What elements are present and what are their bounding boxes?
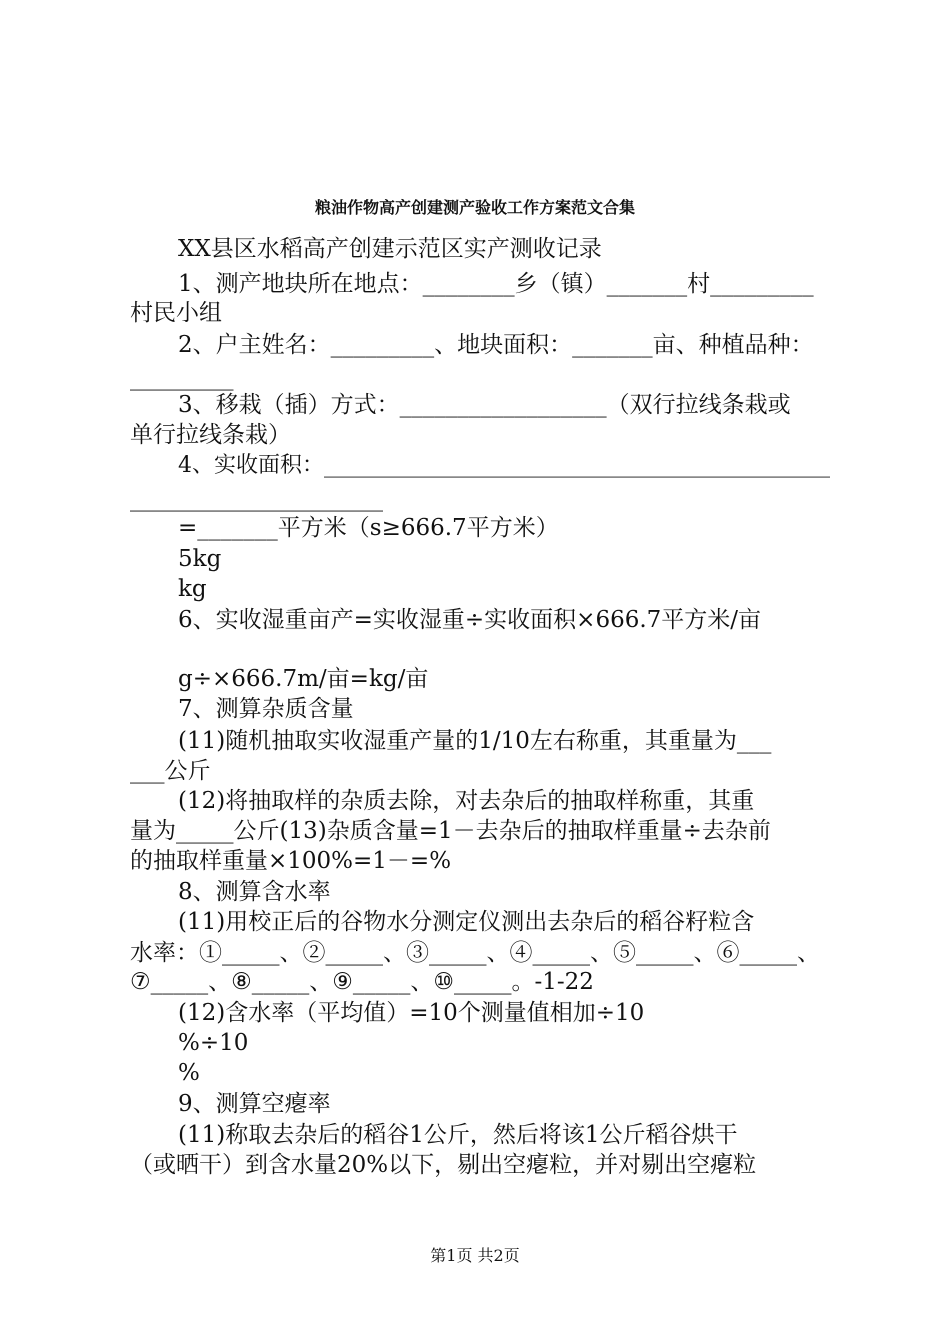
- text-line: 4、实收面积：______________________________________________: [178, 453, 830, 478]
- text-line: 7、测算杂质含量: [178, 696, 354, 722]
- text-line: XX县区水稻高产创建示范区实产测收记录: [178, 236, 602, 262]
- text-line: (12)含水率（平均值）=10个测量值相加÷10: [178, 1000, 645, 1026]
- page-footer: 第1页 共2页: [430, 1246, 520, 1265]
- text-line: 村民小组: [130, 300, 222, 326]
- text-line: %: [178, 1060, 200, 1086]
- text-line: _________: [130, 365, 234, 391]
- text-line: （或晒干）到含水量20%以下，剔出空瘪粒，并对剔出空瘪粒: [130, 1152, 757, 1178]
- text-line: 单行拉线条栽）: [130, 422, 291, 448]
- text-line: (11)用校正后的谷物水分测定仪测出去杂后的稻谷籽粒含: [178, 909, 755, 935]
- text-line: =_______平方米（s≥666.7平方米）: [178, 515, 559, 541]
- text-line: (11)称取去杂后的稻谷1公斤，然后将该1公斤稻谷烘干: [178, 1122, 738, 1148]
- text-line: ___公斤: [130, 758, 211, 784]
- text-line: 的抽取样重量×100%=1－=%: [130, 848, 452, 874]
- text-line: (12)将抽取样的杂质去除，对去杂后的抽取样称重，其重: [178, 788, 755, 814]
- text-line: 8、测算含水率: [178, 879, 331, 905]
- text-line: 9、测算空瘪率: [178, 1091, 331, 1117]
- text-line: 5kg: [178, 546, 222, 572]
- text-line: 量为_____公斤(13)杂质含量=1－去杂后的抽取样重量÷去杂前: [130, 818, 771, 844]
- text-line: kg: [178, 576, 207, 602]
- text-line: 2、户主姓名：_________、地块面积：_______亩、种植品种：: [178, 332, 814, 358]
- text-line: 1、测产地块所在地点：________乡（镇）_______村_________: [178, 271, 814, 297]
- text-line: g÷×666.7m/亩=kg/亩: [178, 666, 429, 692]
- text-line: (11)随机抽取实收湿重产量的1/10左右称重，其重量为___: [178, 728, 772, 754]
- text-line: ⑦_____、⑧_____、⑨_____、⑩_____。-1-22: [130, 969, 594, 995]
- text-line: %÷10: [178, 1030, 249, 1056]
- text-line: ______________________: [130, 486, 383, 512]
- text-line: 3、移栽（插）方式：__________________（双行拉线条栽或: [178, 392, 791, 418]
- text-line: 水率：①_____、②_____、③_____、④_____、⑤_____、⑥_____、: [130, 940, 820, 966]
- document-title: 粮油作物高产创建测产验收工作方案范文合集: [314, 198, 635, 217]
- text-line: 6、实收湿重亩产=实收湿重÷实收面积×666.7平方米/亩: [178, 607, 762, 633]
